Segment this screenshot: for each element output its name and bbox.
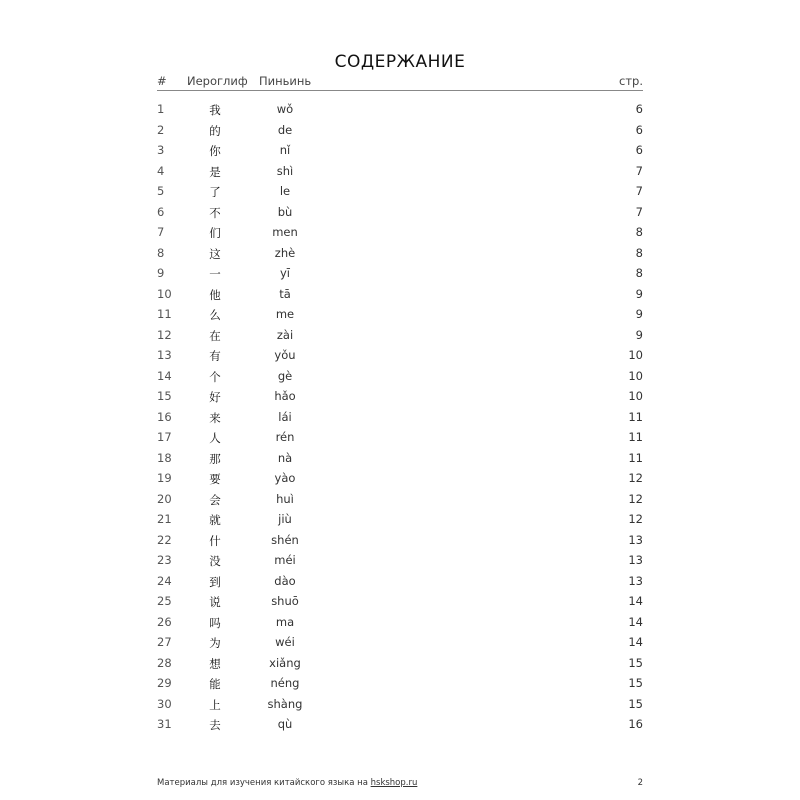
row-pinyin: xiǎng: [269, 655, 301, 670]
row-number: 26: [157, 614, 172, 629]
row-hanzi: 一: [209, 267, 221, 281]
table-row[interactable]: [157, 162, 643, 183]
row-pinyin: shì: [276, 163, 294, 178]
row-hanzi: 为: [209, 636, 221, 650]
row-hanzi: 你: [209, 144, 221, 158]
row-pinyin: yī: [279, 266, 290, 280]
row-number: 18: [157, 450, 172, 465]
row-number: 27: [157, 635, 172, 649]
row-page-number: 7: [635, 184, 643, 198]
row-hanzi: 会: [209, 492, 221, 507]
row-number: 11: [157, 307, 172, 321]
row-pinyin: huì: [276, 491, 294, 506]
row-pinyin: nǐ: [279, 143, 291, 157]
row-pinyin: me: [275, 307, 295, 321]
row-number: 23: [157, 553, 172, 567]
row-hanzi: 吗: [209, 615, 221, 630]
row-pinyin: shén: [271, 532, 299, 547]
row-hanzi: 要: [209, 472, 221, 486]
row-hanzi: 们: [209, 226, 221, 240]
row-hanzi: 我: [209, 103, 221, 117]
row-hanzi: 来: [209, 410, 221, 425]
row-number: 4: [157, 163, 165, 178]
row-number: 3: [157, 143, 165, 157]
row-pinyin: tā: [279, 286, 291, 301]
row-page-number: 10: [628, 348, 643, 362]
row-pinyin: dào: [274, 573, 296, 588]
row-pinyin: wǒ: [276, 102, 294, 116]
table-row[interactable]: [157, 408, 643, 429]
row-page-number: 12: [628, 491, 643, 506]
table-row[interactable]: [157, 674, 643, 695]
row-number: 9: [157, 266, 165, 280]
row-number: 24: [157, 573, 172, 588]
table-row[interactable]: [157, 244, 643, 265]
row-page-number: 8: [635, 225, 643, 239]
row-page-number: 12: [628, 512, 643, 526]
row-hanzi: 上: [209, 697, 221, 712]
footer-text: Материалы для изучения китайского языка на: [157, 778, 371, 788]
table-row[interactable]: [157, 141, 643, 162]
footer-page-number: 2: [637, 778, 643, 788]
page-footer: [157, 778, 643, 788]
row-pinyin: wéi: [275, 635, 295, 649]
table-row[interactable]: [157, 654, 643, 675]
row-number: 20: [157, 491, 172, 506]
table-row[interactable]: [157, 264, 643, 285]
row-hanzi: 那: [209, 451, 221, 466]
row-pinyin: yào: [274, 471, 296, 485]
row-pinyin: de: [277, 122, 293, 137]
table-row[interactable]: [157, 572, 643, 593]
table-row[interactable]: [157, 367, 643, 388]
row-number: 14: [157, 368, 172, 383]
table-row[interactable]: [157, 387, 643, 408]
row-page-number: 9: [635, 327, 643, 342]
contents-table: [157, 100, 643, 736]
row-page-number: 6: [635, 143, 643, 157]
table-row[interactable]: [157, 285, 643, 306]
row-number: 12: [157, 327, 172, 342]
row-number: 2: [157, 122, 165, 137]
table-row[interactable]: [157, 531, 643, 552]
row-pinyin: gè: [277, 368, 293, 383]
row-pinyin: le: [279, 184, 291, 198]
row-number: 6: [157, 204, 165, 219]
row-number: 10: [157, 286, 172, 301]
row-page-number: 7: [635, 204, 643, 219]
table-row[interactable]: [157, 223, 643, 244]
row-hanzi: 人: [209, 431, 221, 445]
row-number: 22: [157, 532, 172, 547]
table-row[interactable]: [157, 121, 643, 142]
table-row[interactable]: [157, 613, 643, 634]
row-page-number: 9: [635, 286, 643, 301]
row-number: 21: [157, 512, 172, 526]
row-number: 16: [157, 409, 172, 424]
row-pinyin: zhè: [274, 245, 296, 260]
row-page-number: 13: [628, 553, 643, 567]
row-hanzi: 了: [209, 185, 221, 199]
row-hanzi: 这: [209, 246, 221, 261]
row-pinyin: lái: [278, 409, 292, 424]
row-page-number: 12: [628, 471, 643, 485]
row-page-number: 14: [628, 594, 643, 608]
row-pinyin: ma: [275, 614, 295, 629]
row-page-number: 14: [628, 635, 643, 649]
row-pinyin: shuō: [271, 594, 299, 608]
table-row[interactable]: [157, 490, 643, 511]
row-number: 1: [157, 102, 165, 116]
row-page-number: 14: [628, 614, 643, 629]
table-row[interactable]: [157, 182, 643, 203]
page-title: СОДЕРЖАНИЕ: [334, 52, 466, 72]
row-page-number: 15: [628, 676, 643, 690]
row-hanzi: 么: [209, 308, 221, 322]
row-hanzi: 去: [209, 718, 221, 732]
row-hanzi: 有: [209, 349, 221, 363]
row-hanzi: 不: [209, 205, 221, 220]
table-row[interactable]: [157, 326, 643, 347]
row-number: 15: [157, 389, 172, 403]
row-pinyin: qù: [277, 717, 293, 731]
row-pinyin: zài: [276, 327, 294, 342]
row-page-number: 8: [635, 266, 643, 280]
row-page-number: 11: [628, 450, 643, 465]
column-header-hanzi: Иероглиф: [187, 74, 248, 88]
row-hanzi: 想: [209, 656, 221, 671]
header-divider: [157, 90, 643, 91]
row-number: 25: [157, 594, 172, 608]
row-hanzi: 能: [209, 677, 221, 691]
row-pinyin: jiù: [278, 512, 292, 526]
row-hanzi: 说: [209, 595, 221, 609]
table-row[interactable]: [157, 305, 643, 326]
row-page-number: 11: [628, 430, 643, 444]
row-pinyin: rén: [275, 430, 295, 444]
row-number: 29: [157, 676, 172, 690]
row-page-number: 6: [635, 102, 643, 116]
column-header-pinyin: Пиньинь: [259, 74, 312, 88]
row-page-number: 11: [628, 409, 643, 424]
row-number: 7: [157, 225, 165, 239]
row-page-number: 6: [635, 122, 643, 137]
row-number: 28: [157, 655, 172, 670]
row-page-number: 9: [635, 307, 643, 321]
row-hanzi: 到: [209, 574, 221, 589]
table-row[interactable]: [157, 592, 643, 613]
table-row[interactable]: [157, 100, 643, 121]
row-pinyin: bù: [277, 204, 293, 219]
table-row[interactable]: [157, 449, 643, 470]
table-row[interactable]: [157, 346, 643, 367]
row-number: 30: [157, 696, 172, 711]
row-hanzi: 在: [209, 328, 221, 343]
row-page-number: 7: [635, 163, 643, 178]
row-number: 13: [157, 348, 172, 362]
table-row[interactable]: [157, 695, 643, 716]
table-row[interactable]: [157, 715, 643, 736]
row-number: 19: [157, 471, 172, 485]
column-header-number: #: [157, 74, 167, 88]
row-page-number: 10: [628, 368, 643, 383]
row-hanzi: 就: [209, 513, 221, 527]
table-row[interactable]: [157, 551, 643, 572]
row-number: 31: [157, 717, 172, 731]
row-page-number: 16: [628, 717, 643, 731]
row-page-number: 13: [628, 573, 643, 588]
table-row[interactable]: [157, 633, 643, 654]
row-pinyin: méi: [274, 553, 296, 567]
row-pinyin: yǒu: [274, 348, 296, 362]
row-page-number: 13: [628, 532, 643, 547]
row-number: 17: [157, 430, 172, 444]
row-page-number: 15: [628, 655, 643, 670]
column-header-page: стр.: [619, 74, 643, 88]
footer-link[interactable]: hskshop.ru: [370, 778, 418, 788]
row-pinyin: nà: [277, 450, 293, 465]
row-page-number: 8: [635, 245, 643, 260]
row-hanzi: 什: [209, 533, 221, 548]
row-pinyin: néng: [270, 676, 300, 690]
table-row[interactable]: [157, 510, 643, 531]
row-hanzi: 是: [209, 164, 221, 179]
row-page-number: 10: [628, 389, 643, 403]
row-hanzi: 他: [209, 287, 221, 302]
row-hanzi: 的: [209, 123, 221, 138]
table-row[interactable]: [157, 203, 643, 224]
row-pinyin: hǎo: [274, 389, 296, 403]
row-hanzi: 好: [209, 390, 221, 404]
table-row[interactable]: [157, 469, 643, 490]
row-pinyin: shàng: [267, 696, 303, 711]
row-page-number: 15: [628, 696, 643, 711]
row-hanzi: 个: [209, 369, 221, 384]
row-hanzi: 没: [209, 554, 221, 568]
row-number: 5: [157, 184, 165, 198]
row-number: 8: [157, 245, 165, 260]
row-pinyin: men: [272, 225, 298, 239]
table-row[interactable]: [157, 428, 643, 449]
